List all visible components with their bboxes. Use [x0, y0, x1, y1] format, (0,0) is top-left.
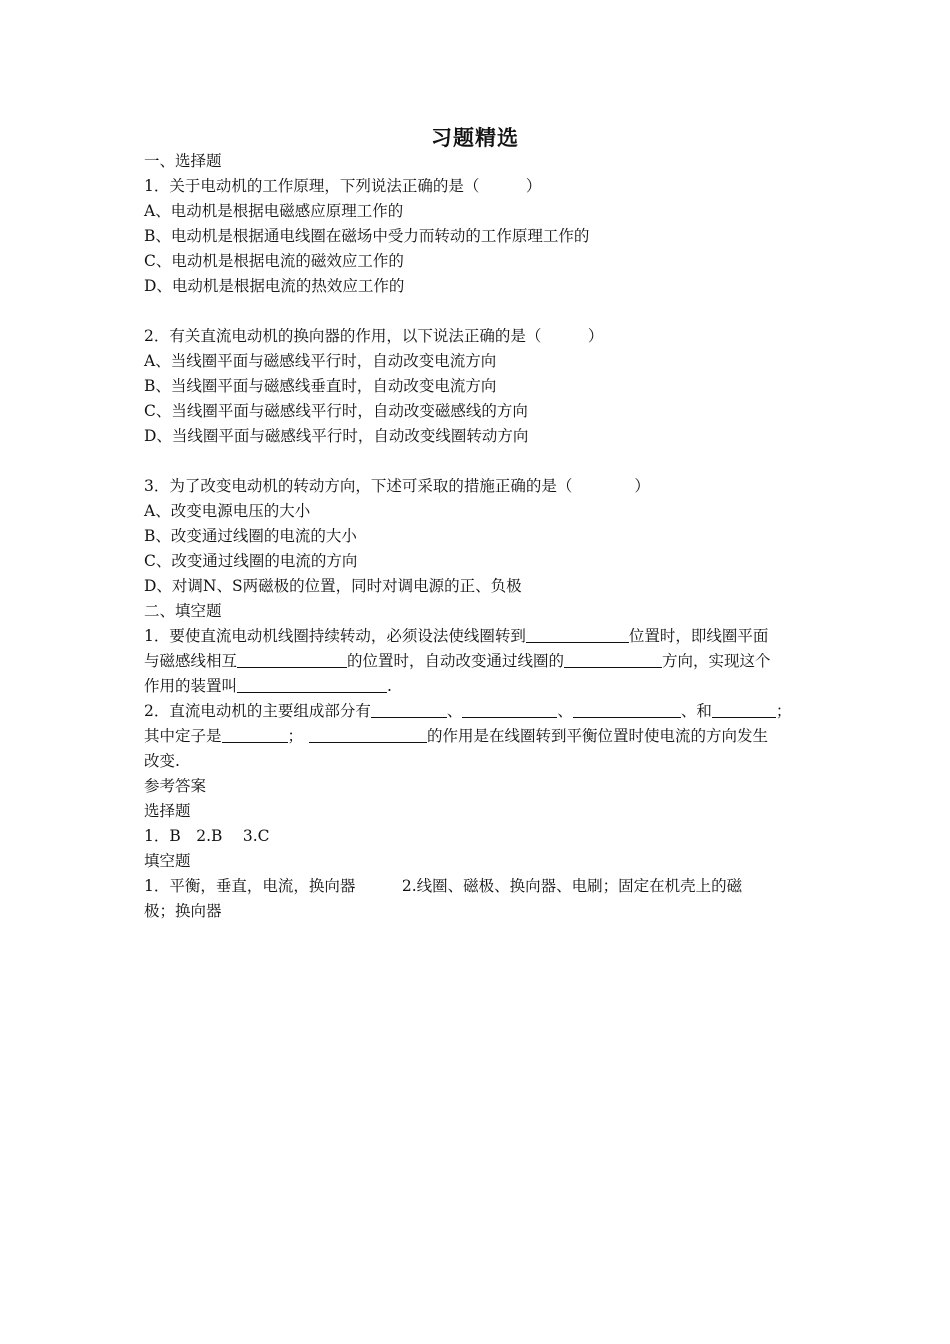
document-title: 习题精选 — [431, 126, 519, 150]
question-3-option-c: C、改变通过线圈的电流的方向 — [144, 552, 358, 570]
question-2-option-b: B、当线圈平面与磁感线垂直时，自动改变电流方向 — [144, 377, 497, 395]
fill-2-blank-4 — [712, 700, 776, 718]
fill-2-text-a: 2．直流电动机的主要组成部分有 — [144, 702, 371, 720]
fill-2-text-b: 其中定子是 — [144, 727, 222, 745]
answers-heading: 参考答案 — [144, 777, 207, 795]
answers-choice-heading: 选择题 — [144, 802, 191, 820]
fill-1-text-f: 作用的装置叫 — [144, 677, 238, 695]
question-2-stem: 2．有关直流电动机的换向器的作用，以下说法正确的是（ ） — [144, 327, 604, 345]
fill-2-blank-2 — [462, 700, 557, 718]
answers-fill-line-2: 极；换向器 — [144, 902, 222, 920]
question-1-option-b: B、电动机是根据通电线圈在磁场中受力而转动的工作原理工作的 — [144, 227, 590, 245]
question-3-stem: 3．为了改变电动机的转动方向，下述可采取的措施正确的是（ ） — [144, 477, 650, 495]
question-3-option-d: D、对调N、S两磁极的位置，同时对调电源的正、负极 — [144, 577, 522, 595]
fill-2-line-1 — [144, 699, 824, 724]
question-2-option-d: D、当线圈平面与磁感线平行时，自动改变线圈转动方向 — [144, 427, 529, 445]
answers-choice-line: 1．B 2.B 3.C — [144, 827, 270, 845]
fill-1-blank-1 — [526, 625, 629, 643]
fill-1-blank-2 — [237, 650, 347, 668]
question-3-option-a: A、改变电源电压的大小 — [144, 502, 311, 520]
fill-1-text-e: 方向，实现这个 — [662, 652, 771, 670]
fill-2-blank-1 — [371, 700, 447, 718]
section-heading-choice: 一、选择题 — [144, 152, 222, 170]
fill-1-line-1 — [144, 624, 824, 649]
spacer — [144, 299, 824, 324]
fill-2-blank-3 — [573, 700, 681, 718]
question-1-option-d: D、电动机是根据电流的热效应工作的 — [144, 277, 405, 295]
fill-1-text-c: 与磁感线相互 — [144, 652, 238, 670]
fill-2-line-2 — [144, 724, 824, 749]
fill-2-text-c: ； — [287, 727, 304, 745]
fill-2-blank-6 — [309, 725, 427, 743]
fill-1-text-g: . — [387, 677, 392, 695]
spacer — [144, 449, 824, 474]
fill-1-text-a: 1．要使直流电动机线圈持续转动，必须设法使线圈转到 — [144, 627, 526, 645]
answers-fill-line-1: 1．平衡，垂直，电流，换向器 2.线圈、磁极、换向器、电刷；固定在机壳上的磁 — [144, 877, 743, 895]
fill-2-sep-3: 、和 — [680, 702, 712, 720]
question-2-option-c: C、当线圈平面与磁感线平行时，自动改变磁感线的方向 — [144, 402, 528, 420]
fill-1-line-3 — [144, 674, 824, 699]
question-1-stem: 1．关于电动机的工作原理，下列说法正确的是（ ） — [144, 177, 542, 195]
section-heading-fill: 二、填空题 — [144, 602, 222, 620]
question-3-option-b: B、改变通过线圈的电流的大小 — [144, 527, 357, 545]
question-1-option-c: C、电动机是根据电流的磁效应工作的 — [144, 252, 404, 270]
fill-1-line-2 — [144, 649, 824, 674]
fill-2-line-3: 改变. — [144, 752, 180, 770]
fill-2-text-d: 的作用是在线圈转到平衡位置时使电流的方向发生 — [427, 727, 769, 745]
document-body — [144, 149, 824, 924]
fill-1-blank-4 — [237, 675, 387, 693]
fill-2-sep-1: 、 — [446, 702, 463, 720]
fill-1-text-d: 的位置时，自动改变通过线圈的 — [347, 652, 565, 670]
question-1-option-a: A、电动机是根据电磁感应原理工作的 — [144, 202, 404, 220]
answers-fill-heading: 填空题 — [144, 852, 191, 870]
fill-2-blank-5 — [222, 725, 288, 743]
fill-1-text-b: 位置时，即线圈平面 — [628, 627, 769, 645]
fill-2-text-end: ； — [775, 702, 792, 720]
question-2-option-a: A、当线圈平面与磁感线平行时，自动改变电流方向 — [144, 352, 497, 370]
fill-1-blank-3 — [564, 650, 662, 668]
fill-2-sep-2: 、 — [557, 702, 573, 720]
